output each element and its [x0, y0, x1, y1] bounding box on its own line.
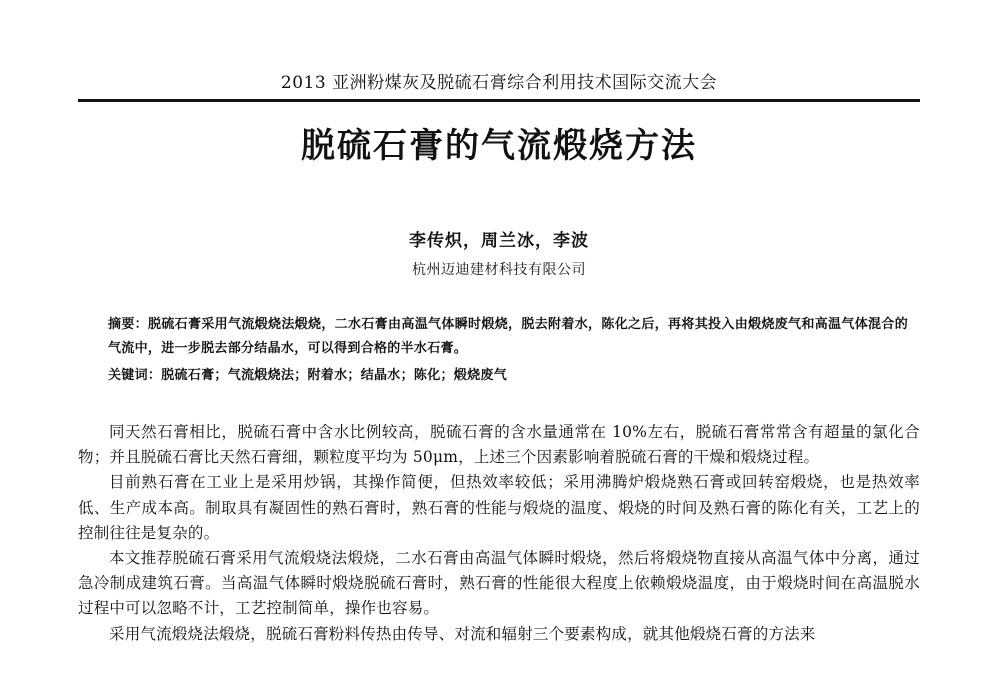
abstract-text: 脱硫石膏采用气流煅烧法煅烧，二水石膏由高温气体瞬时煅烧，脱去附着水，陈化之后，再将其投入由煅烧废气和高温气体混合的气流中，进一步脱去部分结晶水，可以得到合格的半水石膏。: [108, 317, 908, 356]
abstract: [108, 313, 908, 361]
keywords-text: 脱硫石膏；气流煅烧法；附着水；结晶水；陈化；煅烧废气: [161, 368, 508, 383]
body-paragraph-3: 本文推荐脱硫石膏采用气流煅烧法煅烧，二水石膏由高温气体瞬时煅烧，然后将煅烧物直接从高温气体中分离，通过急冷制成建筑石膏。当高温气体瞬时煅烧脱硫石膏时，熟石膏的性能很大程度上依赖煅烧温度，由于煅烧时间在高温脱水过程中可以忽略不计，工艺控制简单，操作也容易。: [78, 549, 920, 618]
keywords-label: 关键词：: [108, 368, 162, 383]
paper-affiliation: 杭州迈迪建材科技有限公司: [412, 262, 586, 278]
running-header: 2013 亚洲粉煤灰及脱硫石膏综合利用技术国际交流大会: [280, 73, 718, 93]
body-paragraph-1: 同天然石膏相比，脱硫石膏中含水比例较高，脱硫石膏的含水量通常在 10%左右，脱硫石膏常常含有超量的氯化合物；并且脱硫石膏比天然石膏细，颗粒度平均为 50μm，上述三个因素影响着脱硫石膏的干燥和煅烧过程。: [78, 423, 920, 467]
keywords: [108, 364, 908, 388]
paper-authors: 李传炽，周兰冰，李波: [409, 231, 589, 251]
abstract-label: 摘要：: [108, 317, 149, 332]
header-rule: [78, 99, 920, 102]
body-paragraph-2: 目前熟石膏在工业上是采用炒锅，其操作简便，但热效率较低；采用沸腾炉煅烧熟石膏或回转窑煅烧，也是热效率低、生产成本高。制取具有凝固性的熟石膏时，熟石膏的性能与煅烧的温度、煅烧的时间及熟石膏的陈化有关，工艺上的控制往往是复杂的。: [78, 473, 920, 542]
body-paragraph-4: 采用气流煅烧法煅烧，脱硫石膏粉料传热由传导、对流和辐射三个要素构成，就其他煅烧石膏的方法来: [109, 624, 816, 643]
paper-title: 脱硫石膏的气流煅烧方法: [301, 126, 697, 166]
body-text: [78, 420, 920, 647]
